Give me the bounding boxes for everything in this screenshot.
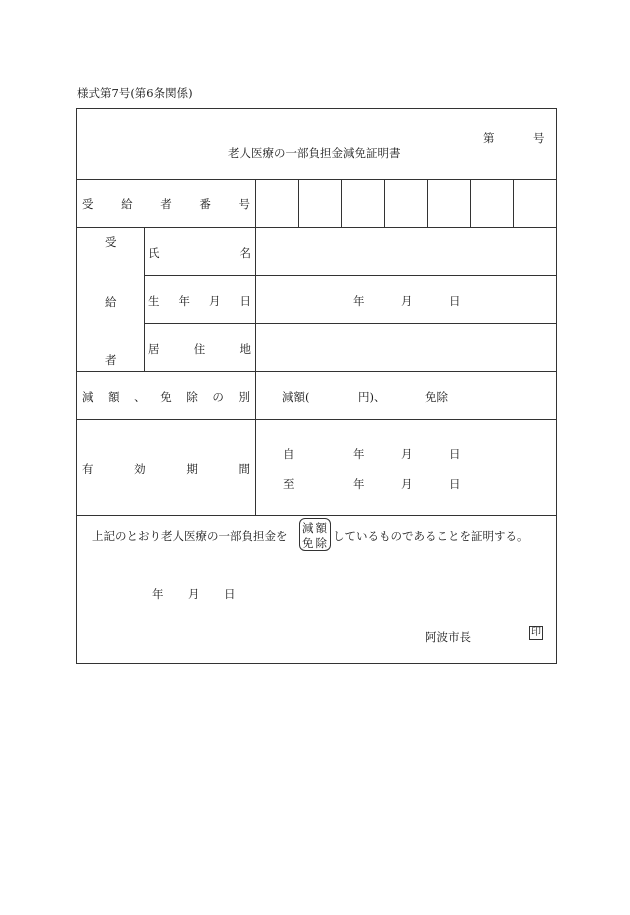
validity-to-label: 至 — [283, 477, 295, 491]
number-prefix: 第 — [483, 131, 495, 145]
reduction-amount-close: 円)、 — [358, 390, 386, 404]
birth-day-unit: 日 — [449, 294, 461, 308]
document-title: 老人医療の一部負担金減免証明書 — [228, 146, 401, 160]
recipient-number-label: 受 給 者 番 号 — [82, 197, 250, 211]
number-suffix: 号 — [533, 131, 545, 145]
name-label: 氏 名 — [148, 246, 251, 260]
recipient-group-label-3: 者 — [105, 353, 117, 367]
certification-year: 年 — [152, 587, 164, 601]
recipient-group-label-2: 給 — [105, 295, 117, 309]
validity-to-day: 日 — [449, 477, 461, 491]
choice-reduce: 減額 — [302, 521, 329, 535]
validity-from-year: 年 — [353, 447, 365, 461]
recipient-number-digit-1[interactable] — [256, 180, 297, 226]
certification-month: 月 — [188, 587, 200, 601]
row-divider — [76, 419, 557, 420]
validity-from-day: 日 — [449, 447, 461, 461]
row-divider — [76, 371, 557, 372]
reduction-amount-open: 減額( — [282, 390, 310, 404]
validity-to-month: 月 — [401, 477, 413, 491]
validity-to-year: 年 — [353, 477, 365, 491]
recipient-number-digit-6[interactable] — [471, 180, 512, 226]
seal-mark: 印 — [531, 627, 541, 638]
issuer-name: 阿波市長 — [425, 630, 471, 644]
exemption-option: 免除 — [425, 390, 448, 404]
certification-day: 日 — [224, 587, 236, 601]
row-divider — [144, 275, 557, 276]
form-number-label: 様式第7号(第6条関係) — [77, 86, 193, 100]
recipient-group-label-1: 受 — [105, 235, 117, 249]
recipient-number-digit-5[interactable] — [428, 180, 469, 226]
column-divider — [144, 227, 145, 371]
address-label: 居 住 地 — [148, 342, 251, 356]
validity-from-label: 自 — [283, 447, 295, 461]
validity-period-label: 有 効 期 間 — [82, 462, 250, 476]
recipient-number-digit-2[interactable] — [299, 180, 340, 226]
name-field[interactable] — [256, 228, 556, 274]
address-field[interactable] — [256, 324, 556, 370]
recipient-number-digit-7[interactable] — [514, 180, 556, 226]
certification-text-after: しているものであることを証明する。 — [333, 529, 529, 543]
birth-year-unit: 年 — [353, 294, 365, 308]
certification-text-before: 上記のとおり老人医療の一部負担金を — [92, 529, 288, 543]
recipient-number-digit-3[interactable] — [342, 180, 383, 226]
reduction-type-label: 減 額 、 免 除 の 別 — [82, 390, 250, 404]
choice-exempt: 免除 — [302, 536, 329, 550]
row-divider — [76, 515, 557, 516]
validity-from-month: 月 — [401, 447, 413, 461]
birth-date-label: 生 年 月 日 — [148, 294, 251, 308]
recipient-number-digit-4[interactable] — [385, 180, 426, 226]
reduction-choice-bracket — [299, 518, 331, 551]
birth-month-unit: 月 — [401, 294, 413, 308]
